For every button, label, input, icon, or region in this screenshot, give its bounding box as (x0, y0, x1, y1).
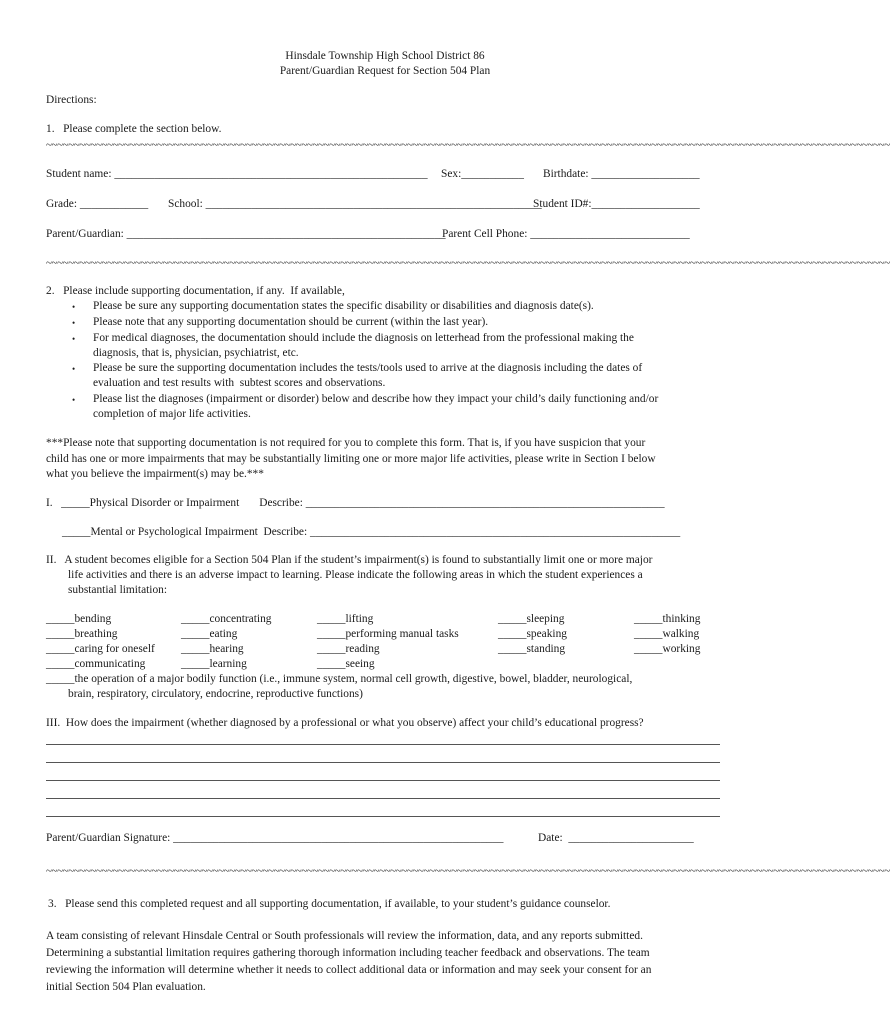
bullet-glyph: • (72, 334, 76, 344)
answer-line[interactable] (46, 780, 720, 781)
checkbox-caring-for-oneself[interactable]: _____caring for oneself (46, 643, 155, 655)
bullet-item-continuation: evaluation and test results with subtest scores and observations. (93, 377, 386, 389)
bullet-glyph: • (72, 318, 76, 328)
divider-tilde-2: ~~~~~~~~~~~~~~~~~~~~~~~~~~~~~~~~~~~~~~~~~~~~~~~~~~~~~~~~~~~~~~~~~~~~~~~~~~~~~~~~~~~~~~~~~~~~~~~~~~~~~~~~~~~~~~~~~~~~~~~~~~~~~~~~~~~~~~~~~~~~~~~~~~~~~~~~ (46, 257, 890, 269)
checkbox-working[interactable]: _____working (634, 643, 701, 655)
student-name-field[interactable]: Student name: _______________________________________________________ (46, 168, 428, 180)
checkbox-thinking[interactable]: _____thinking (634, 613, 701, 625)
step-2-intro: 2. Please include supporting documentation, if any. If available, (46, 285, 345, 297)
bullet-item: Please note that any supporting documentation should be current (within the last year). (93, 316, 489, 328)
checkbox-breathing[interactable]: _____breathing (46, 628, 118, 640)
checkbox-eating[interactable]: _____eating (181, 628, 238, 640)
closing-line: Determining a substantial limitation requires gathering thorough information including teacher feedback and observations. The team (46, 947, 650, 959)
parent-guardian-field[interactable]: Parent/Guardian: ________________________________________________________ (46, 228, 446, 240)
checkbox-seeing[interactable]: _____seeing (317, 658, 375, 670)
birthdate-field[interactable]: Birthdate: ___________________ (543, 168, 700, 180)
form-title: Parent/Guardian Request for Section 504 Plan (279, 65, 491, 77)
bullet-glyph: • (72, 364, 76, 374)
closing-line: reviewing the information will determine whether it needs to collect additional data or information and may seek your consent for an (46, 964, 652, 976)
student-id-field[interactable]: Student ID#:___________________ (533, 198, 700, 210)
answer-line[interactable] (46, 798, 720, 799)
note-line: what you believe the impairment(s) may be.*** (46, 468, 264, 480)
physical-impairment-field[interactable]: I. _____Physical Disorder or Impairment Describe: _______________________________________________________________ (46, 497, 665, 509)
checkbox-bending[interactable]: _____bending (46, 613, 112, 625)
bullet-glyph: • (72, 395, 76, 405)
bullet-glyph: • (72, 302, 76, 312)
checkbox-speaking[interactable]: _____speaking (498, 628, 567, 640)
sex-field[interactable]: Sex:___________ (441, 168, 524, 180)
school-field[interactable]: School: ___________________________________________________________ (168, 198, 542, 210)
step-3: 3. Please send this completed request and all supporting documentation, if available, to your student’s guidance counselor. (48, 898, 611, 910)
checkbox-walking[interactable]: _____walking (634, 628, 700, 640)
note-line: child has one or more impairments that may be substantially limiting one or more major life activities, please write in Section I below (46, 453, 656, 465)
directions-label: Directions: (46, 94, 97, 106)
checkbox-performing-manual-tasks[interactable]: _____performing manual tasks (317, 628, 459, 640)
checkbox-learning[interactable]: _____learning (181, 658, 247, 670)
step-1: 1. Please complete the section below. (46, 123, 222, 135)
signature-date-field[interactable]: Date: ______________________ (538, 832, 694, 844)
district-name: Hinsdale Township High School District 86 (285, 50, 485, 62)
checkbox-bodily-function[interactable]: _____the operation of a major bodily function (i.e., immune system, normal cell growth, digestive, bowel, bladder, neurological, (46, 673, 633, 685)
answer-line[interactable] (46, 816, 720, 817)
parent-signature-field[interactable]: Parent/Guardian Signature: __________________________________________________________ (46, 832, 504, 844)
checkbox-concentrating[interactable]: _____concentrating (181, 613, 272, 625)
bullet-item-continuation: completion of major life activities. (93, 408, 251, 420)
checkbox-standing[interactable]: _____standing (498, 643, 566, 655)
bodily-function-continuation: brain, respiratory, circulatory, endocrine, reproductive functions) (68, 688, 363, 700)
answer-line[interactable] (46, 744, 720, 745)
checkbox-reading[interactable]: _____reading (317, 643, 380, 655)
section-2-text: substantial limitation: (68, 584, 168, 596)
bullet-item: Please list the diagnoses (impairment or disorder) below and describe how they impact your child’s daily functioning and/or (93, 393, 659, 405)
section-2-text: II. A student becomes eligible for a Section 504 Plan if the student’s impairment(s) is found to substantially limit one or more major (46, 554, 653, 566)
divider-tilde-1: ~~~~~~~~~~~~~~~~~~~~~~~~~~~~~~~~~~~~~~~~~~~~~~~~~~~~~~~~~~~~~~~~~~~~~~~~~~~~~~~~~~~~~~~~~~~~~~~~~~~~~~~~~~~~~~~~~~~~~~~~~~~~~~~~~~~~~~~~~~~~~~~~~~~~~~~~ (46, 139, 890, 151)
grade-field[interactable]: Grade: ____________ (46, 198, 149, 210)
bullet-item: Please be sure the supporting documentation includes the tests/tools used to arrive at the diagnosis including the dates of (93, 362, 643, 374)
mental-impairment-field[interactable]: _____Mental or Psychological Impairment Describe: _________________________________________________________________ (62, 526, 681, 538)
divider-tilde-3: ~~~~~~~~~~~~~~~~~~~~~~~~~~~~~~~~~~~~~~~~~~~~~~~~~~~~~~~~~~~~~~~~~~~~~~~~~~~~~~~~~~~~~~~~~~~~~~~~~~~~~~~~~~~~~~~~~~~~~~~~~~~~~~~~~~~~~~~~~~~~~~~~~~~~~~~~ (46, 865, 890, 877)
parent-cell-phone-field[interactable]: Parent Cell Phone: ____________________________ (442, 228, 690, 240)
bullet-item: For medical diagnoses, the documentation should include the diagnosis on letterhead from the professional making the (93, 332, 634, 344)
checkbox-lifting[interactable]: _____lifting (317, 613, 374, 625)
section-3-question: III. How does the impairment (whether diagnosed by a professional or what you observe) affect your child’s educational progress? (46, 717, 644, 729)
closing-line: A team consisting of relevant Hinsdale Central or South professionals will review the information, data, and any reports submitted. (46, 930, 643, 942)
closing-line: initial Section 504 Plan evaluation. (46, 981, 206, 993)
checkbox-hearing[interactable]: _____hearing (181, 643, 244, 655)
note-line: ***Please note that supporting documentation is not required for you to complete this form. That is, if you have suspicion that your (46, 437, 646, 449)
bullet-item: Please be sure any supporting documentation states the specific disability or disabilities and diagnosis date(s). (93, 300, 594, 312)
answer-line[interactable] (46, 762, 720, 763)
section-2-text: life activities and there is an adverse impact to learning. Please indicate the following areas in which the student experiences a (68, 569, 643, 581)
checkbox-sleeping[interactable]: _____sleeping (498, 613, 565, 625)
bullet-item-continuation: diagnosis, that is, physician, psychiatrist, etc. (93, 347, 299, 359)
checkbox-communicating[interactable]: _____communicating (46, 658, 146, 670)
